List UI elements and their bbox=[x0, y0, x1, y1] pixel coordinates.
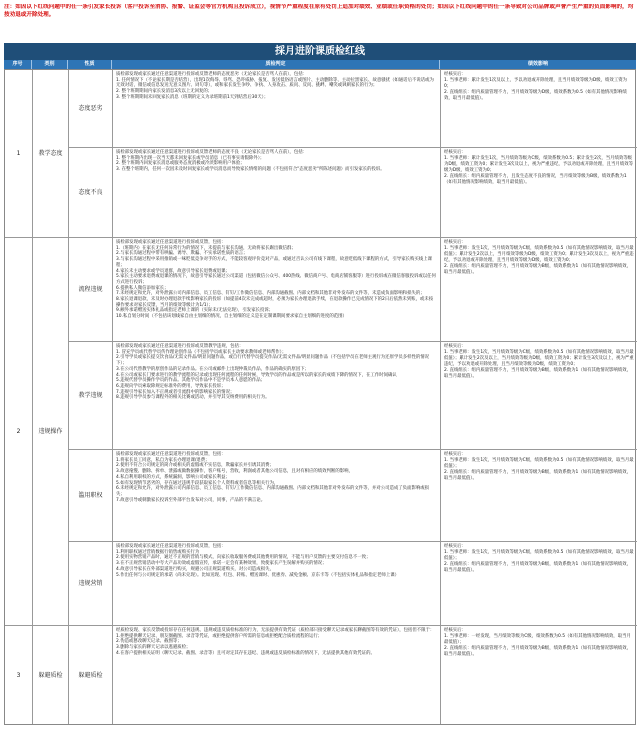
row-nature: 躲避质检 bbox=[69, 626, 113, 724]
effect-text: 经核实后： 1. 当事老师：发生1次，当月绩效等级为C级，绩效系数为0.5（如有其他情况影响绩效，取当月最低值）；累计发生2次以上，当月绩效等级为D级，绩效工资为0；累计发生3次及以上，视为严重违纪，予以劝退或开除处理，且当月绩效等级为D级，绩效工资为0； 2. 直线组长：组内质量管理不力，当月绩效等级为B级，绩效系数为1（如有其他情况影响绩效，取当月最低值）。 bbox=[441, 238, 637, 342]
effect-text: 经核实后： 1. 当事老师：发生1次，当月绩效等级为C级，绩效系数为0.5（如有其他情况影响绩效，取当月最低值）；累计发生2次及以上，当月绩效等级为D级，绩效工资为0；累计发生3次及以上，视为严重违纪，予以劝退或开除处理，且当月绩效等级为D级，绩效工资为0； 2. 直线组长：组内质量管理不力，当月绩效等级为B级，绩效系数为1（如有其他情况影响绩效，取当月最低值）。 bbox=[441, 342, 637, 450]
row-nature: 流程违规 bbox=[69, 238, 113, 342]
rule-text: 质检部发现或家长通过任意渠道进行投诉或反馈，包括： 1.将家长员工同意，私自为家长办理退课/退费； 2.使用不符合公司规定的简介或相关的虚假或不实信息，欺骗家长并引诱其消费； 3.故意拖慢、删除、拆单、泄露或做数据操作，客户账号，营收，利润或者其他公司信息，且对有相应的绩效判断的影响， 4.私自利用职权的方式，系统漏洞，影响公司或家长利益； 5.如有发现情节恶劣的，存在通过违规手段获取家长个人资料或者信息等相关行为， 6.未经规定和允许，对外泄露公司内部信息、员工信息、钉钉/工作微信信息、内部沟通截图、内部文档和其他非对外发布的文件等，并对公司造成了负面影响或损失； 7.故意引导或刺激家长投诉至外部平台发布对公司，同事，产品的不满言论。 bbox=[113, 450, 441, 542]
row-category: 躲避质检 bbox=[33, 626, 69, 724]
row-nature: 教学违规 bbox=[69, 342, 113, 450]
rule-text: 质检部发现或家长通过任意渠道进行投诉或反馈，包括： 1.利用职权通过营销数据行销售或购买行为 2.使用实物营销产品时，通过不正规的营销与模式，向家长收取服务费或其他费用的情况，不能与用户反馈的主要交付信息不一致； 3.在不正规营销活动中夸大产品功效或虚假宣传，承诺一定会有某种效果，致使家长产生误解并购买的情况； 4.故意引导家长在外部渠道进行购买，规避公司正规渠道购买，对公司造成损失， 5.作出任何与公司规定的承诺（尚未兑现）。比如送现、红包、转账、赠送课时、优惠券、减免金额、京东卡等（不包括实体礼品和指定老师上课） bbox=[113, 542, 441, 626]
effect-text: 经核实后： 1. 当事老师：累计发生1次及以上，予以劝退或开除处理，且当月绩效等级为D级，绩效工资为0； 2. 直线组长：组内质量管理不力，当月绩效等级为D级，绩效系数为0.5（如有其他情况影响绩效，取当月最低值）。 bbox=[441, 70, 637, 148]
quality-redline-table bbox=[4, 69, 636, 725]
header-effect: 绩效影响 bbox=[527, 61, 548, 67]
effect-text: 经核实后： 1. 当事老师：一经发现，当月绩效等级为C级，绩效系数为0.5（如有其他情况影响绩效，取当月最低值）； 2. 直线组长：组内质量管理不力，当月绩效等级为B级，绩效系数为1（如有其他情况影响绩效，取当月最低值）。 bbox=[444, 628, 632, 657]
rule-text: 质检部发现或家长通过任意渠道进行投诉或反馈老师的态度不良（无论家长是否骂人在前），包括： 1. 整个班期内出现一次当天都未回复家长或学员消息（已有事实请假除外）； 2. 整个班期内回复家长消息或服务态度消极或冷淡影响用户体验； 3. 在整个班期内，任何一次因未及时回复家长或学员消息而导致家长情绪的问题（不包括符合"态度恶劣"所陈述问题）而引发家长的投诉。 bbox=[113, 148, 441, 238]
effect-text: 经核实后： 1. 当事老师：发生1次，当月绩效等级为C级，绩效系数为0.5（如有其他情况影响绩效，取当月最低值）； 2. 直线组长：组内质量管理不力，当月绩效等级为B级，绩效系数为1（如有其他情况影响绩效，取当月最低值）。 bbox=[441, 450, 637, 542]
rule-text: 经质检发现、家长反馈或投诉存在任何违规、违规或违反质检标准的行为，无法提供有效凭证（质检部只接受聊天记录或家长聊截图等有效的凭证），包括但不限于： 1.拒绝提供聊天记录、朋友圈截图、录音等凭证，或拒绝提供客户所需的信息或拒绝配合质检流程的运行； 2.伪造或篡改聊天记录、截图等； 3.删除与家长的聊天记录以逃避质检； 4.在客户提供相关证明（聊天记录、截图、录音等）且可对定其存在违纪、违规或违反质检标准的情况下，无法提供其他有效凭证的。 bbox=[113, 626, 441, 724]
page-title: 採月进阶课质检红线 bbox=[4, 43, 636, 60]
rule-text: 质检部发现或家长通过任意渠道进行投诉或反馈教学违规，包括： 1. 冒充学员或代替学员传作理论创作品（不包括学员或家长主动要求教师或老师帮作）； 2.引导学员或家长提交饮食品/无需文件品/明显问题作品，或自行代替学员提交作品/无需文件品/明显问题作品（不包括学员在老师主观行为还原学员多样性的情况下）； 3.在公司代替教学的原创作品的记录作品。在公司或邮件上出现仲裁员作品，作品的确实的原因下； 4.在公司或家长门要求进行的教学流程的记录或出现任何流程的任何时候，导致学员的作品或是所以的家长的成绩下降的情况下，在工作时间确认 5.违规代替学员操作学员的作品。其他学员作品中不是学员本人意愿的作品； 6.违规向学员索取除规定标准外的费用，导致家长投诉； 7.违规引导家长加入不正规或者引流群中的影响家长的情况； 8.违规引导学员参与课程外的相关比赛或活动，并引导其交纳费用的相关行为。 bbox=[113, 342, 441, 450]
rule-text: 质检部发现或家长通过任意渠道进行投诉或反馈，包括： 1.（班期内）在家长无任何异常行为的情况下，未提前与家长沟通，无故将家长踢出微信群； 2.与家长沟通过程中带有哄骗、诱导、欺骗、不实承诺性质的语言； 3.与家长沟通过程中采用推销或一味贬低竞争对手的方式，不能较客观评价竞对产品，或通过否认公司有线下课程，故意贬低线下课程的方式，引导家长购买线上课程； 4.家长未主动要求或学员退群，故意引导家长退费或退课； 5.家长主动要求退费或退课的情况下，故意引导家长通过公司渠道（包括微信公众号、400热线、微信商户号、电商店铺客服等）进行投诉或在微信客服投诉或以任何方式进行投诉； 6.提供私人微信添加家长； 7.未经规定和允许，对外泄露公司内部信息、员工信息、钉钉/工作微信信息、内部沟通截图、内部文档和其他非对外发布的文件等，未造成负面影响和损失的； 8.家长退课退款，未及时办理退款手续影响家长的投诉（如提前4次未完成或超时，必须为家长办理退款手续，在退款操作已完成情况下的2日后依然未到账，或未按操作要求对家长反馈，当月的绩效等级计为1/1）； 9.额外承诺赠送实体礼品或指定老师上课的（实际未/无法兑现），引发家长投诉； 10.私自划分时间（不包括该划线家自由主划细的情况，自主划细的定义是在定制课期间要求家自主划细的进度的范围） bbox=[113, 238, 441, 342]
row-seq: 3 bbox=[5, 626, 33, 724]
row-category: 教学态度 bbox=[33, 70, 69, 238]
header-rule: 质检判定 bbox=[112, 60, 440, 69]
header-category: 类别 bbox=[32, 60, 68, 69]
row-nature: 滥用职权 bbox=[69, 450, 113, 542]
row-category: 违规操作 bbox=[33, 238, 69, 626]
header-nature: 性质 bbox=[68, 60, 112, 69]
row-nature: 态度恶劣 bbox=[69, 70, 113, 148]
rule-text: 质检部发现或家长通过任意渠道进行投诉或反馈老师的态度恶劣（无论家长是否骂人在前），包括： 1. 任何情况下（不论家长期是否结营），出现1次侮辱、辱骂、恐吓威胁、报复、发送低俗语言或图片、主动删除等、主动拉黑家长、故意骚扰（如通话后不说话或为无效对话，微信或信息发送无意义图片、词句等），或和家长发生争吵、争执、人身攻击、质问、反问、挑衅、嘲笑或讽刺家长的行为； 2. 整个班期期间内家长发消息3次以上无回复的； 3. 整个班期期间未回复家长消息（班期的定义为录班期前1天到结营后30天）； bbox=[113, 70, 441, 148]
row-seq: 2 bbox=[5, 238, 33, 626]
header-seq: 序号 bbox=[4, 60, 32, 69]
row-nature: 态度不良 bbox=[69, 148, 113, 238]
effect-text: 经核实后： 1. 当事老师：发生1次，当月绩效等级为C级，绩效系数为0.5（如有其他情况影响绩效，取当月最低值）； 2. 直线组长：组内质量管理不力，当月绩效等级为B级，绩效系数为1（如有其他情况影响绩效，取当月最低值）。 bbox=[441, 542, 637, 626]
effect-text: 经核实后： 1. 当事老师：累计发生1次，当月绩效等级为C级，绩效系数为0.5；累计发生2次，当月绩效等级为D级，绩效工资为0；累计发生3次及以上，视为严重违纪，予以劝退或开除处理，且当月绩效等级为D级，绩效工资为0； 2. 直线组长：组内质量管理不力，且发生态度不良的情况，当月绩效等级为B级，绩效系数为1（如有其他情况影响绩效，取当月最低值）。 bbox=[441, 148, 637, 238]
warning-note: 注：如因以下红线问题中的任一条引发家长投诉（客户投诉至消协、报警、证监会等官方机构且投诉成立），视情节严重程度在原有处罚上追加对绩效、业绩或任职资格的处罚；如因以下红线问题中的任一条导致对公司品牌或声誉产生严重的负面影响的，均按劝退或开除处理。 bbox=[4, 4, 634, 18]
row-seq: 1 bbox=[5, 70, 33, 238]
row-nature: 违规营销 bbox=[69, 542, 113, 626]
table-header bbox=[4, 60, 636, 69]
